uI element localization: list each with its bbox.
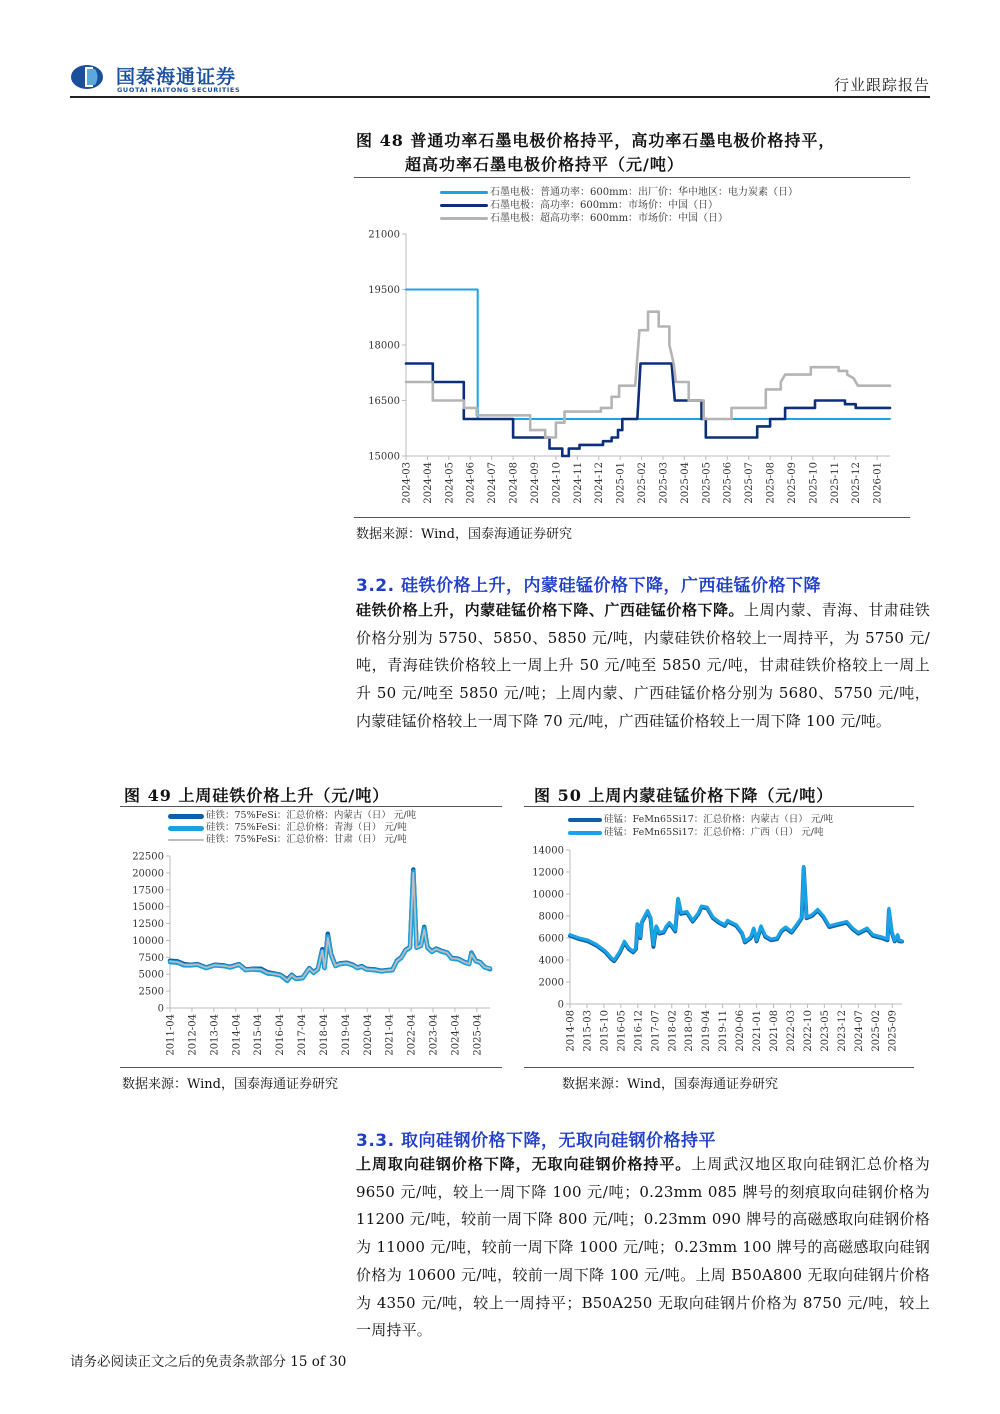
x-tick-label: 2021-01 (752, 1010, 763, 1052)
x-tick-label: 2024-11 (572, 462, 584, 504)
section-3-3-body: 上周武汉地区取向硅钢汇总价格为 9650 元/吨，较上一周下降 100 元/吨；0.23mm 085 牌号的刻痕取向硅钢价格为 11200 元/吨，较前一周下降 800 元/吨；0.23mm 090 牌号的高磁感取向硅钢价格为 11000 元/吨，较前一周下降 1000 元/吨；0.23mm 100 牌号的高磁感取向硅钢价格为 10600 元/吨，较前一周下降 100 元/吨。上周 B50A800 无取向硅钢片价格为 4350 元/吨，较上一周持平；B50A250 无取向硅钢片价格为 8750 元/吨，较上一周持平。 (356, 1155, 930, 1340)
section-3-2-heading: 3.2. 硅铁价格上升，内蒙硅锰价格下降，广西硅锰价格下降 (356, 576, 821, 596)
x-tick-label: 2019-11 (718, 1010, 730, 1052)
x-tick-label: 2017-07 (650, 1010, 662, 1052)
x-tick-label: 2024-04 (422, 462, 434, 504)
x-tick-label: 2017-04 (297, 1014, 308, 1056)
y-tick-label: 0 (157, 1003, 164, 1015)
figure48-title-line2: 超高功率石墨电极价格持平（元/吨） (405, 155, 684, 174)
legend-swatch (168, 826, 204, 831)
x-tick-label: 2025-05 (701, 462, 713, 504)
x-tick-label: 2025-04 (472, 1014, 484, 1056)
figure50-chart (524, 842, 914, 1064)
x-tick-label: 2024-09 (530, 462, 541, 504)
section-3-3-paragraph (356, 1151, 930, 1345)
footer-disclaimer: 请务必阅读正文之后的免责条款部分 (70, 1354, 286, 1370)
x-tick-label: 2018-02 (667, 1010, 679, 1052)
y-tick-label: 17500 (132, 885, 164, 897)
legend-label: 硅铁：75%FeSi：汇总价格：甘肃（日） 元/吨 (206, 834, 407, 845)
legend-label: 石墨电极：高功率：600mm：市场价：中国（日） (490, 200, 719, 211)
figure49-title: 图 49 上周硅铁价格上升（元/吨） (124, 786, 390, 805)
x-tick-label: 2023-05 (819, 1010, 831, 1052)
section-3-2-paragraph (356, 597, 930, 736)
figure49-chart (120, 848, 502, 1064)
legend-item (568, 813, 833, 826)
y-tick-label: 5000 (138, 969, 164, 981)
x-tick-label: 2014-08 (565, 1010, 577, 1052)
x-tick-label: 2025-08 (765, 462, 777, 504)
series-line-0 (570, 868, 902, 962)
x-tick-label: 2021-04 (384, 1014, 396, 1056)
legend-item (440, 186, 798, 199)
legend-item (440, 212, 798, 225)
legend-label: 硅锰：FeMn65Si17：汇总价格：广西（日） 元/吨 (604, 827, 824, 838)
legend-swatch (440, 191, 488, 194)
legend-label: 硅铁：75%FeSi：汇总价格：青海（日） 元/吨 (206, 822, 407, 833)
x-tick-label: 2025-06 (722, 462, 734, 504)
x-tick-label: 2011-04 (165, 1014, 177, 1056)
x-tick-label: 2018-04 (318, 1014, 330, 1056)
x-tick-label: 2025-02 (637, 462, 649, 504)
legend-swatch (440, 217, 488, 220)
y-tick-label: 16500 (368, 396, 400, 407)
x-tick-label: 2015-03 (582, 1010, 594, 1052)
x-tick-label: 2025-09 (887, 1010, 899, 1052)
x-tick-label: 2025-12 (851, 462, 863, 504)
figure49-top-rule (120, 806, 502, 807)
x-tick-label: 2024-05 (444, 462, 456, 504)
legend-item (168, 822, 416, 834)
x-tick-label: 2024-07 (853, 1010, 865, 1052)
x-tick-label: 2025-02 (870, 1010, 882, 1052)
legend-label: 石墨电极：超高功率：600mm：市场价：中国（日） (490, 213, 729, 224)
x-tick-label: 2024-12 (594, 462, 606, 504)
x-tick-label: 2019-04 (701, 1010, 713, 1052)
x-tick-label: 2021-08 (769, 1010, 780, 1052)
x-tick-label: 2016-04 (275, 1014, 287, 1056)
figure49-legend (168, 810, 416, 846)
y-tick-label: 2500 (138, 986, 164, 998)
legend-item (168, 810, 416, 822)
section-3-3-lead: 上周取向硅钢价格下降，无取向硅钢价格持平。 (356, 1155, 692, 1173)
figure50-top-rule (524, 806, 914, 807)
y-tick-label: 21000 (368, 229, 400, 241)
figure48-bottom-rule (354, 517, 910, 518)
x-tick-label: 2016-05 (616, 1010, 628, 1052)
figure48-title-line1: 图 48 普通功率石墨电极价格持平，高功率石墨电极价格持平， (356, 131, 836, 150)
figure48-source: 数据来源：Wind，国泰海通证券研究 (356, 527, 572, 542)
company-logo-icon (70, 64, 104, 90)
x-tick-label: 2020-04 (362, 1014, 374, 1056)
y-tick-label: 12000 (532, 867, 564, 879)
x-tick-label: 2015-04 (253, 1014, 265, 1056)
x-tick-label: 2024-03 (401, 462, 413, 504)
figure49-source: 数据来源：Wind，国泰海通证券研究 (122, 1077, 338, 1092)
x-tick-label: 2023-12 (836, 1010, 848, 1052)
legend-swatch (168, 839, 204, 841)
x-tick-label: 2026-01 (872, 462, 884, 504)
x-tick-label: 2020-06 (735, 1010, 747, 1052)
company-name-en: GUOTAI HAITONG SECURITIES (117, 86, 241, 94)
page-footer (70, 1350, 346, 1370)
section-3-2-lead: 硅铁价格上升，内蒙硅锰价格下降、广西硅锰价格下降。 (356, 601, 745, 619)
y-tick-label: 10000 (132, 935, 164, 947)
legend-swatch (568, 818, 602, 822)
y-tick-label: 22500 (132, 851, 164, 863)
legend-item (440, 199, 798, 212)
section-3-2-body: 上周内蒙、青海、甘肃硅铁价格分别为 5750、5850、5850 元/吨，内蒙硅铁价格较上一周持平，为 5750 元/吨，青海硅铁价格较上一周上升 50 元/吨至 5850 元/吨，甘肃硅铁价格较上一周上升 50 元/吨至 5850 元/吨；上周内蒙、广西硅锰价格分别为 5680、5750 元/吨，内蒙硅锰价格较上一周下降 70 元/吨，广西硅锰价格较上一周下降 100 元/吨。 (356, 601, 930, 730)
y-tick-label: 14000 (532, 845, 564, 857)
figure49-bottom-rule (120, 1067, 502, 1068)
x-tick-label: 2024-07 (487, 462, 499, 504)
y-tick-label: 4000 (538, 955, 564, 967)
x-tick-label: 2025-03 (658, 462, 670, 504)
legend-label: 硅锰：FeMn65Si17：汇总价格：内蒙古（日） 元/吨 (604, 814, 833, 825)
x-tick-label: 2024-08 (508, 462, 520, 504)
legend-swatch (568, 831, 602, 835)
legend-item (568, 826, 833, 839)
x-tick-label: 2016-12 (633, 1010, 645, 1052)
legend-swatch (168, 814, 204, 819)
y-tick-label: 7500 (138, 952, 164, 964)
y-tick-label: 2000 (538, 977, 564, 989)
page-number: 15 of 30 (290, 1354, 347, 1370)
x-tick-label: 2023-04 (428, 1014, 440, 1056)
figure48-top-rule (354, 177, 910, 178)
x-tick-label: 2022-10 (802, 1010, 814, 1052)
x-tick-label: 2018-09 (684, 1010, 696, 1052)
figure50-title: 图 50 上周内蒙硅锰价格下降（元/吨） (534, 786, 834, 805)
x-tick-label: 2024-04 (450, 1014, 462, 1056)
x-tick-label: 2012-04 (187, 1014, 199, 1056)
y-tick-label: 8000 (538, 911, 564, 923)
x-tick-label: 2024-10 (551, 462, 563, 504)
y-tick-label: 15000 (368, 451, 400, 463)
figure48-legend (440, 186, 798, 225)
y-tick-label: 15000 (132, 902, 164, 914)
y-tick-label: 18000 (368, 340, 400, 352)
x-tick-label: 2019-04 (340, 1014, 352, 1056)
figure48-chart (354, 226, 910, 516)
legend-item (168, 834, 416, 846)
y-tick-label: 0 (557, 999, 564, 1011)
report-type: 行业跟踪报告 (833, 76, 930, 94)
x-tick-label: 2015-10 (599, 1010, 611, 1052)
x-tick-label: 2025-11 (829, 462, 841, 504)
legend-label: 石墨电极：普通功率：600mm：出厂价：华中地区：电力炭素（日） (490, 187, 799, 198)
figure50-source: 数据来源：Wind，国泰海通证券研究 (562, 1077, 778, 1092)
x-tick-label: 2025-09 (787, 462, 798, 504)
series-line-1 (570, 867, 902, 961)
figure50-bottom-rule (524, 1067, 914, 1068)
legend-label: 硅铁：75%FeSi：汇总价格：内蒙古（日） 元/吨 (206, 810, 417, 821)
figure50-legend (568, 813, 833, 839)
y-tick-label: 20000 (132, 868, 164, 880)
x-tick-label: 2025-01 (615, 462, 627, 504)
series-line-0 (170, 870, 490, 980)
x-tick-label: 2022-04 (406, 1014, 418, 1056)
y-tick-label: 12500 (132, 919, 164, 931)
x-tick-label: 2014-04 (231, 1014, 243, 1056)
x-tick-label: 2022-03 (786, 1010, 797, 1052)
header-divider (70, 96, 930, 98)
x-tick-label: 2025-04 (679, 462, 691, 504)
x-tick-label: 2025-07 (744, 462, 756, 504)
company-name-cn: 国泰海通证券 (116, 66, 237, 88)
x-tick-label: 2025-10 (808, 462, 820, 504)
y-tick-label: 6000 (538, 933, 564, 945)
y-tick-label: 10000 (532, 889, 564, 901)
section-3-3-heading: 3.3. 取向硅钢价格下降，无取向硅钢价格持平 (356, 1131, 716, 1151)
legend-swatch (440, 204, 488, 207)
x-tick-label: 2013-04 (209, 1014, 221, 1056)
y-tick-label: 19500 (368, 285, 400, 296)
x-tick-label: 2024-06 (465, 462, 477, 504)
